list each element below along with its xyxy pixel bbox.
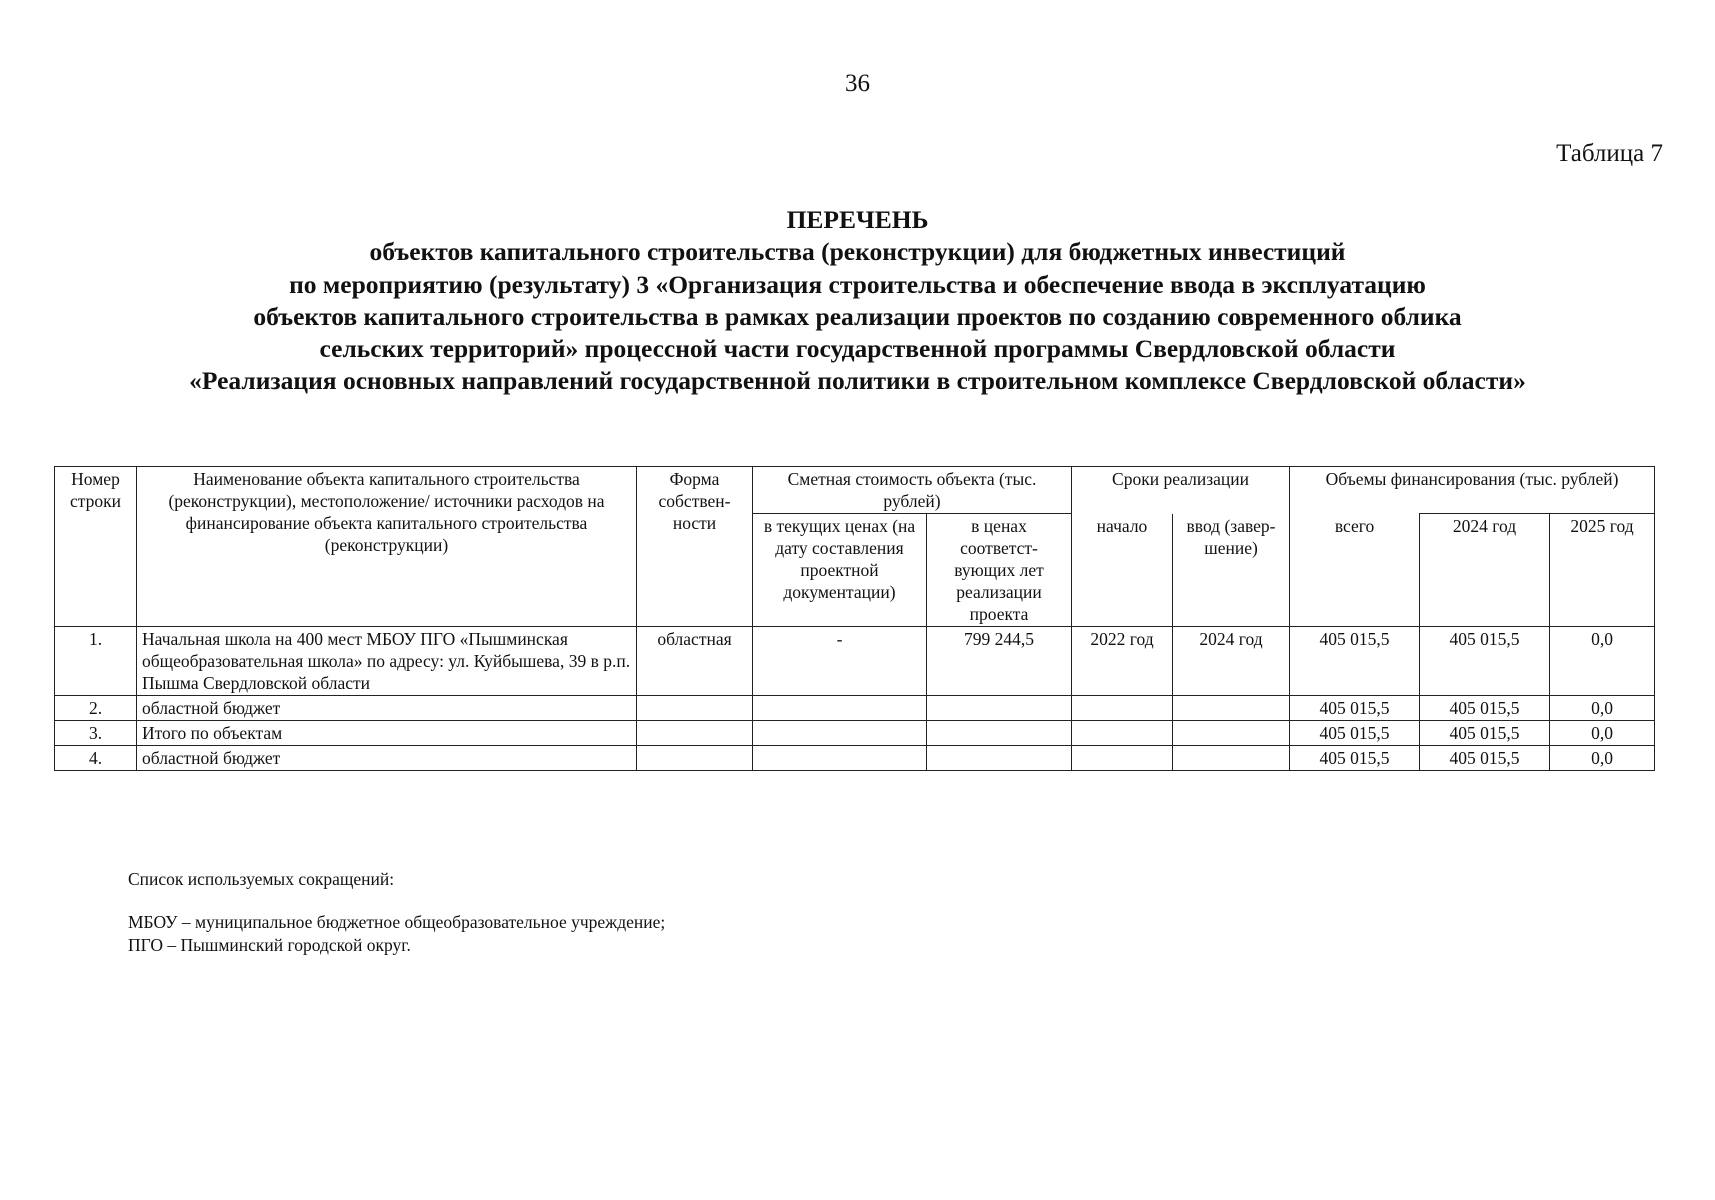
funding-total: 405 015,5 xyxy=(1290,627,1420,696)
funding-2024: 405 015,5 xyxy=(1420,746,1550,771)
row-number: 3. xyxy=(55,721,137,746)
object-name: Итого по объектам xyxy=(137,721,637,746)
funding-total: 405 015,5 xyxy=(1290,696,1420,721)
row-number: 2. xyxy=(55,696,137,721)
end-year: 2024 год xyxy=(1173,627,1290,696)
start-year xyxy=(1072,721,1173,746)
title-line: объектов капитального строительства в рамках реализации проектов по созданию современного облика xyxy=(253,301,1462,331)
header-cost-current-prices: в текущих ценах (на дату составления проектной документации) xyxy=(753,514,927,627)
document-title xyxy=(0,204,1715,398)
table-label: Таблица 7 xyxy=(1556,140,1663,167)
funding-2024: 405 015,5 xyxy=(1420,696,1550,721)
ownership-form: областная xyxy=(637,627,753,696)
cost-years xyxy=(927,746,1072,771)
ownership-form xyxy=(637,746,753,771)
cost-years xyxy=(927,721,1072,746)
header-ownership: Форма собствен- ности xyxy=(637,467,753,627)
funding-total: 405 015,5 xyxy=(1290,746,1420,771)
row-number: 4. xyxy=(55,746,137,771)
header-funding-total: всего xyxy=(1290,514,1420,627)
cost-years xyxy=(927,696,1072,721)
header-estimated-cost: Сметная стоимость объекта (тыс. рублей) xyxy=(753,467,1072,514)
cost-years: 799 244,5 xyxy=(927,627,1072,696)
object-name: Начальная школа на 400 мест МБОУ ПГО «Пышминская общеобразовательная школа» по адресу: ул. Куйбышева, 39 в р.п. Пышма Свердловской области xyxy=(137,627,637,696)
header-implementation-terms: Сроки реализации xyxy=(1072,467,1290,514)
funding-total: 405 015,5 xyxy=(1290,721,1420,746)
object-name: областной бюджет xyxy=(137,746,637,771)
funding-2024: 405 015,5 xyxy=(1420,627,1550,696)
header-object-name: Наименование объекта капитального строительства (реконструкции), местоположение/ источники расходов на финансирование объекта капитального строительства (реконструкции) xyxy=(137,467,637,627)
end-year xyxy=(1173,721,1290,746)
start-year xyxy=(1072,746,1173,771)
cost-current xyxy=(753,746,927,771)
header-cost-years-prices: в ценах соответст- вующих лет реализации проекта xyxy=(927,514,1072,627)
title-line: ПЕРЕЧЕНЬ xyxy=(786,205,929,234)
cost-current xyxy=(753,721,927,746)
header-row-number: Номер строки xyxy=(55,467,137,627)
header-completion: ввод (завер- шение) xyxy=(1173,514,1290,627)
cost-current: - xyxy=(753,627,927,696)
table-row xyxy=(55,746,1655,771)
abbreviation-item: ПГО – Пышминский городской округ. xyxy=(128,935,411,955)
funding-2025: 0,0 xyxy=(1550,721,1655,746)
funding-2025: 0,0 xyxy=(1550,627,1655,696)
header-start: начало xyxy=(1072,514,1173,627)
end-year xyxy=(1173,746,1290,771)
header-funding-2025: 2025 год xyxy=(1550,514,1655,627)
start-year xyxy=(1072,696,1173,721)
abbreviations-heading: Список используемых сокращений: xyxy=(128,869,395,889)
funding-2025: 0,0 xyxy=(1550,746,1655,771)
page-number: 36 xyxy=(845,70,870,97)
ownership-form xyxy=(637,696,753,721)
header-funding-2024: 2024 год xyxy=(1420,514,1550,627)
abbreviations-list xyxy=(128,868,665,957)
table-row xyxy=(55,721,1655,746)
funding-2025: 0,0 xyxy=(1550,696,1655,721)
funding-2024: 405 015,5 xyxy=(1420,721,1550,746)
title-line: сельских территорий» процессной части государственной программы Свердловской области xyxy=(319,334,1396,364)
title-line: объектов капитального строительства (реконструкции) для бюджетных инвестиций xyxy=(369,237,1346,267)
title-line: по мероприятию (результату) 3 «Организация строительства и обеспечение ввода в эксплуатацию xyxy=(289,269,1426,299)
cost-current xyxy=(753,696,927,721)
title-line: «Реализация основных направлений государственной политики в строительном комплексе Свердловской области» xyxy=(189,366,1526,396)
abbreviation-item: МБОУ – муниципальное бюджетное общеобразовательное учреждение; xyxy=(128,912,666,932)
row-number: 1. xyxy=(55,627,137,696)
table-row xyxy=(55,696,1655,721)
header-funding-volumes: Объемы финансирования (тыс. рублей) xyxy=(1290,467,1655,514)
ownership-form xyxy=(637,721,753,746)
capital-construction-table xyxy=(54,466,1655,771)
end-year xyxy=(1173,696,1290,721)
object-name: областной бюджет xyxy=(137,696,637,721)
table-row xyxy=(55,627,1655,696)
start-year: 2022 год xyxy=(1072,627,1173,696)
